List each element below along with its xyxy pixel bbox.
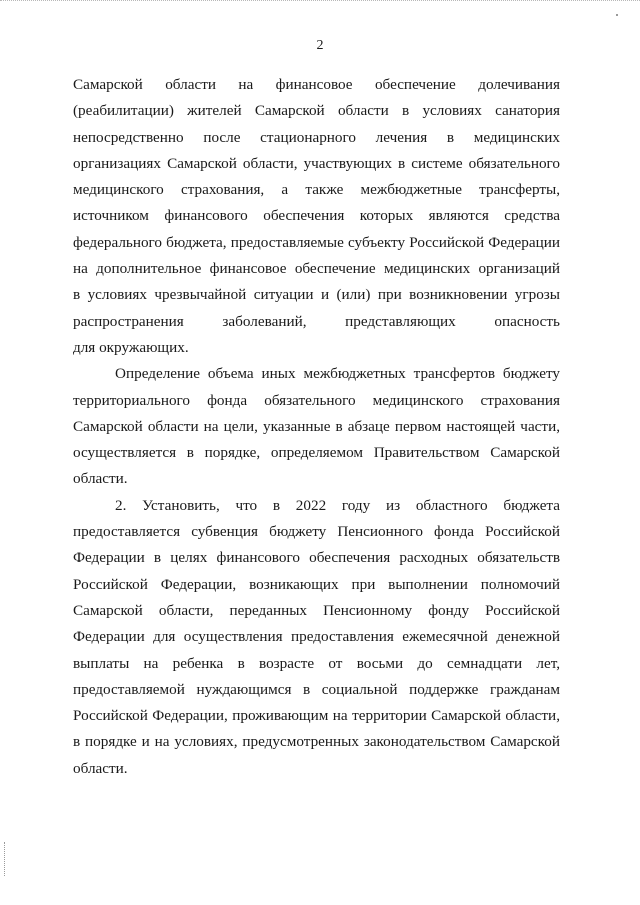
scan-edge-mark [4,842,6,876]
scan-speck [616,14,618,16]
text-line: Самарской области на цели, указанные в абзаце первом настоящей части, [73,417,560,435]
text-line: предоставляемой нуждающимся в социальной поддержке гражданам [73,680,560,698]
text-line: территориального фонда обязательного медицинского страхования [73,391,560,409]
text-line: в условиях чрезвычайной ситуации и (или) при возникновении угрозы [73,286,560,304]
text-line: федерального бюджета, предоставляемые субъекту Российской Федерации [73,233,560,251]
text-line: организациях Самарской области, участвующих в системе обязательного [73,154,560,172]
text-line: непосредственно после стационарного лечения в медицинских [73,128,560,146]
text-line: Самарской области, переданных Пенсионному фонду Российской [73,601,560,619]
text-line: для окружающих. [73,338,189,356]
text-line: Федерации в целях финансового обеспечения расходных обязательств [73,549,560,567]
text-line: на дополнительное финансовое обеспечение медицинских организаций [73,260,560,278]
text-line: медицинского страхования, а также межбюджетные трансферты, [73,181,560,199]
scan-top-edge [0,0,640,6]
text-line: Самарской области на финансовое обеспечение долечивания [73,76,560,93]
text-line: области. [73,759,128,777]
text-line: 2. Установить, что в 2022 году из областного бюджета [115,496,560,514]
text-line: выплаты на ребенка в возрасте от восьми до семнадцати лет, [73,654,560,672]
text-line: осуществляется в порядке, определяемом Правительством Самарской [73,444,560,462]
document-body [73,72,560,782]
text-line: Федерации для осуществления предоставления ежемесячной денежной [73,628,560,646]
page-number: 2 [316,38,324,53]
text-line: Определение объема иных межбюджетных трансфертов бюджету [115,365,560,383]
text-line: источником финансового обеспечения которых являются средства [73,207,560,225]
text-line: Российской Федерации, возникающих при выполнении полномочий [73,575,560,593]
text-line: предоставляется субвенция бюджету Пенсионного фонда Российской [73,523,560,541]
text-line: в порядке и на условиях, предусмотренных законодательством Самарской [73,733,560,751]
text-line: распространения заболеваний, представляющих опасность [73,312,560,330]
text-line: (реабилитации) жителей Самарской области в условиях санатория [73,102,560,120]
text-line: Российской Федерации, проживающим на территории Самарской области, [73,707,560,725]
text-line: области. [73,470,128,488]
